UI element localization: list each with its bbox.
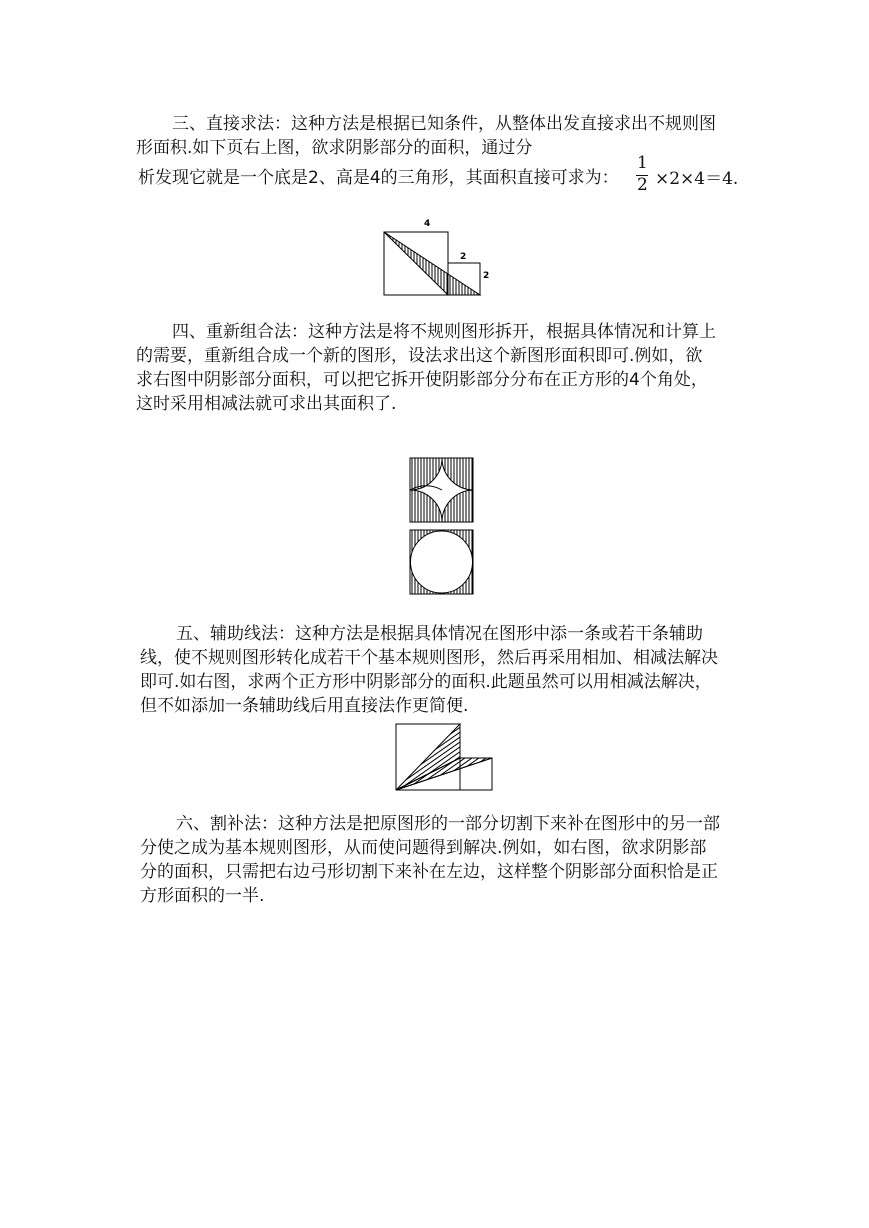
section6-line-4: 方形面积的一半.	[140, 886, 265, 906]
fraction-denominator: 2	[637, 175, 648, 195]
section6-line-3: 分的面积，只需把右边弓形切割下来补在左边，这样整个阴影部分面积恰是正	[140, 862, 718, 882]
section5-line-2: 线，使不规则图形转化成若干个基本规则图形，然后再采用相加、相减法解决	[140, 648, 718, 668]
figure-two-squares-auxiliary-line	[392, 720, 496, 794]
section5-line-1: 五、辅助线法：这种方法是根据具体情况在图形中添一条或若干条辅助	[176, 624, 703, 644]
section3-line-1: 三、直接求法：这种方法是根据已知条件，从整体出发直接求出不规则图	[172, 114, 716, 134]
section5-line-4: 但不如添加一条辅助线后用直接法作更简便.	[140, 696, 469, 716]
section3-line-3: 析发现它就是一个底是2、高是4的三角形，其面积直接可求为：	[138, 168, 619, 188]
section4-line-3: 求右图中阴影部分面积，可以把它拆开使阴影部分分布在正方形的4个角处，	[136, 370, 708, 390]
label-2-right: 2	[483, 271, 490, 281]
formula-rest: ×2×4＝4.	[655, 169, 739, 189]
fraction-numerator: 1	[637, 153, 648, 173]
figure-triangle-squares	[380, 212, 490, 298]
figure-pinwheel	[408, 456, 476, 526]
section4-line-2: 的需要，重新组合成一个新的图形，设法求出这个新图形面积即可.例如，欲	[136, 346, 703, 366]
section5-line-3: 即可.如右图，求两个正方形中阴影部分的面积.此题虽然可以用相减法解决，	[140, 672, 712, 692]
section3-line-2: 形面积.如下页右上图，欲求阴影部分的面积，通过分	[136, 138, 533, 158]
label-4: 4	[424, 219, 431, 229]
section6-line-1: 六、割补法：这种方法是把原图形的一部分切割下来补在图形中的另一部	[176, 814, 720, 834]
figure-circle-in-square	[408, 528, 476, 598]
label-2-top: 2	[460, 252, 467, 262]
section4-line-1: 四、重新组合法：这种方法是将不规则图形拆开，根据具体情况和计算上	[172, 322, 716, 342]
section6-line-2: 分使之成为基本规则图形，从而使问题得到解决.例如，如右图，欲求阴影部	[140, 838, 707, 858]
section4-line-4: 这时采用相减法就可求出其面积了.	[136, 394, 397, 414]
